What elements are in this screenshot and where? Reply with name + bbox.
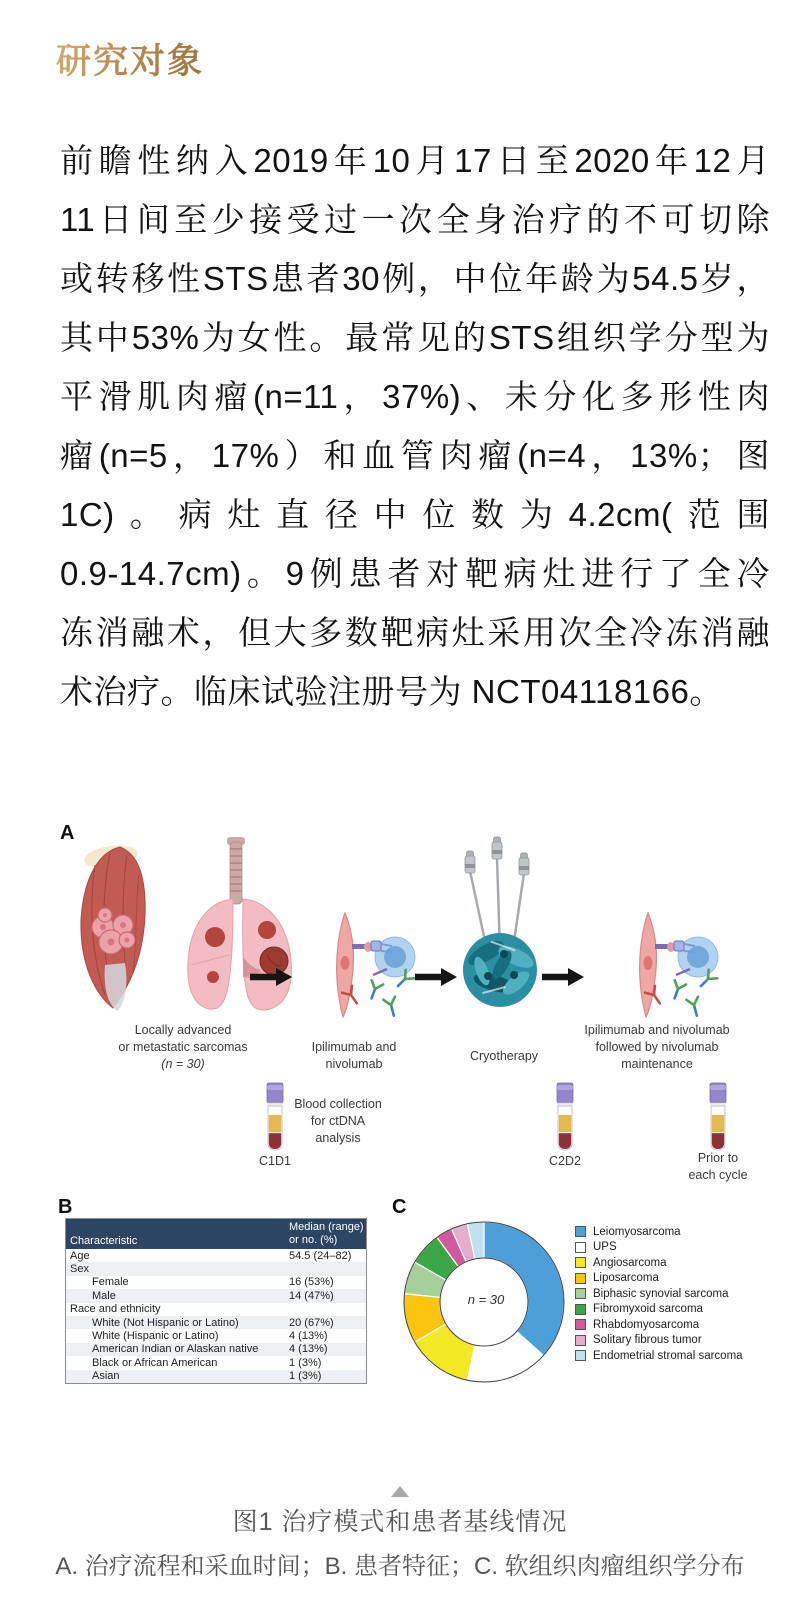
blood-tube-icon xyxy=(710,1083,726,1150)
pie-slice xyxy=(484,1222,564,1356)
row-label: Asian xyxy=(92,1370,120,1383)
legend-swatch-icon xyxy=(575,1304,586,1315)
panel-c-label: C xyxy=(392,1196,407,1218)
caption-line: nivolumab xyxy=(325,1057,383,1071)
caption-line: or metastatic sarcomas xyxy=(118,1040,248,1054)
table-row xyxy=(66,1329,366,1342)
row-value: 20 (67%) xyxy=(289,1316,334,1329)
blood-collection-note xyxy=(292,1096,384,1147)
legend-label: Angiosarcoma xyxy=(593,1256,667,1269)
caption-line: or no. (%) xyxy=(289,1234,338,1246)
figure-caption-title: 图1 治疗模式和患者基线情况 xyxy=(232,1508,568,1536)
paragraph-line: 11日间至少接受过一次全身治疗的不可切除 xyxy=(60,201,770,238)
legend-swatch-icon xyxy=(575,1350,586,1361)
row-value: 16 (53%) xyxy=(289,1276,334,1289)
caption-line: Ipilimumab and nivolumab xyxy=(584,1023,730,1037)
caption-line: analysis xyxy=(315,1131,361,1145)
legend-swatch-icon xyxy=(575,1273,586,1284)
legend-item xyxy=(575,1286,743,1302)
legend-item xyxy=(575,1302,743,1318)
legend-swatch-icon xyxy=(575,1242,586,1253)
arrow-icon xyxy=(542,968,584,986)
row-label: Age xyxy=(70,1249,90,1262)
legend-label: UPS xyxy=(593,1241,617,1254)
tube-label-prior xyxy=(673,1150,763,1184)
row-label: Race and ethnicity xyxy=(70,1303,161,1316)
step-caption-cryotherapy xyxy=(434,1048,574,1065)
paragraph-line: 0.9-14.7cm)。9例患者对靶病灶进行了全冷 xyxy=(60,555,770,592)
caption-line: Ipilimumab and xyxy=(311,1040,397,1054)
caption-line: Cryotherapy xyxy=(469,1049,539,1063)
legend-item xyxy=(575,1333,743,1349)
legend-swatch-icon xyxy=(575,1288,586,1299)
row-label: White (Hispanic or Latino) xyxy=(92,1330,219,1343)
row-value: 1 (3%) xyxy=(289,1370,322,1383)
paragraph-line: 1C)。病灶直径中位数为4.2cm(范围 xyxy=(60,496,770,533)
step-caption-ipi-nivo xyxy=(284,1039,424,1073)
legend-label: Biphasic synovial sarcoma xyxy=(593,1287,729,1300)
legend-swatch-icon xyxy=(575,1335,586,1346)
legend-swatch-icon xyxy=(575,1257,586,1268)
legend-swatch-icon xyxy=(575,1319,586,1330)
row-label: Male xyxy=(92,1289,116,1302)
legend-item xyxy=(575,1255,743,1271)
col-header-median xyxy=(289,1221,365,1247)
sarcoma-tcell-illustration xyxy=(337,913,415,1017)
legend-item xyxy=(575,1240,743,1256)
figure-caption-detail: A. 治疗流程和采血时间；B. 患者特征；C. 软组织肉瘤组织学分布 xyxy=(55,1553,745,1580)
table-row xyxy=(66,1370,366,1383)
caption-line: Median (range) xyxy=(289,1221,364,1233)
paragraph-line: 术治疗。临床试验注册号为 NCT04118166。 xyxy=(60,673,723,710)
caption-line: Prior to xyxy=(697,1151,739,1165)
blood-tube-icon xyxy=(267,1083,283,1150)
blood-tube-icon xyxy=(557,1083,573,1150)
legend-label: Fibromyxoid sarcoma xyxy=(593,1303,703,1316)
arrow-icon xyxy=(415,968,457,986)
legend-label: Liposarcoma xyxy=(593,1272,659,1285)
caption-line: Blood collection xyxy=(294,1097,382,1111)
table-row xyxy=(66,1289,366,1302)
legend-item xyxy=(575,1271,743,1287)
cryotherapy-illustration xyxy=(463,837,537,1007)
step-caption-maintenance xyxy=(567,1022,747,1073)
legend-swatch-icon xyxy=(575,1226,586,1237)
paragraph xyxy=(60,131,770,721)
row-value: 14 (47%) xyxy=(289,1289,334,1302)
muscle-tumor-illustration xyxy=(81,842,145,1011)
legend-item xyxy=(575,1224,743,1240)
chart-legend xyxy=(575,1224,743,1364)
col-header-characteristic: Characteristic xyxy=(70,1235,138,1247)
patient-characteristics-table xyxy=(65,1218,367,1384)
table-row xyxy=(66,1303,366,1316)
legend-label: Rhabdomyosarcoma xyxy=(593,1318,700,1331)
row-label: White (Not Hispanic or Latino) xyxy=(92,1316,239,1329)
row-label: American Indian or Alaskan native xyxy=(92,1343,259,1356)
paragraph-line: 或转移性STS患者30例，中位年龄为54.5岁， xyxy=(60,260,770,297)
caption-line: followed by nivolumab xyxy=(595,1040,719,1054)
sarcoma-tcell-illustration xyxy=(640,913,718,1017)
step-caption-sarcomas xyxy=(103,1022,263,1073)
tube-label-c2d2: C2D2 xyxy=(549,1154,581,1168)
row-value: 4 (13%) xyxy=(289,1330,328,1343)
legend-item xyxy=(575,1348,743,1364)
caption-line: maintenance xyxy=(621,1057,693,1071)
panel-a-label: A xyxy=(60,822,75,844)
paragraph-line: 前瞻性纳入2019年10月17日至2020年12月 xyxy=(60,142,770,179)
row-value: 4 (13%) xyxy=(289,1343,328,1356)
collapse-triangle-icon xyxy=(391,1486,409,1497)
panel-b-label: B xyxy=(58,1196,73,1218)
paragraph-line: 平滑肌肉瘤(n=11，37%)、未分化多形性肉 xyxy=(60,378,770,415)
caption-line: Locally advanced xyxy=(134,1023,232,1037)
legend-label: Leiomyosarcoma xyxy=(593,1225,681,1238)
table-row xyxy=(66,1343,366,1356)
row-label: Sex xyxy=(70,1263,89,1276)
treatment-schema-illustration xyxy=(50,825,770,1155)
caption-line: each cycle xyxy=(688,1168,748,1182)
row-value: 54.5 (24–82) xyxy=(289,1249,352,1262)
paragraph-line: 瘤(n=5，17%）和血管肉瘤(n=4，13%；图 xyxy=(60,437,770,474)
paragraph-line: 冻消融术，但大多数靶病灶采用次全冷冻消融 xyxy=(60,614,770,651)
legend-label: Solitary fibrous tumor xyxy=(593,1334,702,1347)
row-label: Black or African American xyxy=(92,1356,218,1369)
page-title: 研究对象 xyxy=(56,34,204,84)
table-row xyxy=(66,1316,366,1329)
legend-label: Endometrial stromal sarcoma xyxy=(593,1349,743,1362)
paragraph-line: 其中53%为女性。最常见的STS组织学分型为 xyxy=(60,319,770,356)
table-row xyxy=(66,1356,366,1369)
lungs-illustration xyxy=(188,837,292,1010)
row-value: 1 (3%) xyxy=(289,1356,322,1369)
caption-line: for ctDNA xyxy=(310,1114,366,1128)
row-label: Female xyxy=(92,1276,129,1289)
table-row xyxy=(66,1249,366,1262)
legend-item xyxy=(575,1317,743,1333)
tube-label-c1d1: C1D1 xyxy=(259,1154,291,1168)
caption-line: (n = 30) xyxy=(161,1057,205,1071)
table-header xyxy=(66,1219,366,1249)
donut-center-label: n = 30 xyxy=(467,1292,505,1307)
table-row xyxy=(66,1276,366,1289)
table-row xyxy=(66,1262,366,1275)
